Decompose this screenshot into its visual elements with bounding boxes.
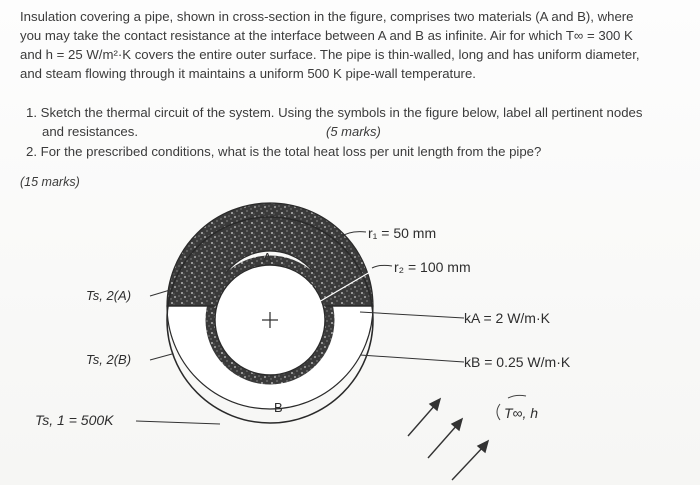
r2-leader (372, 265, 392, 268)
ka-leader (360, 312, 464, 318)
r2-label: r₂ = 100 mm (394, 259, 471, 275)
question-2-marks: (15 marks) (20, 175, 80, 189)
ts1-label: Ts, 1 = 500K (35, 412, 114, 428)
intro-line-4: and steam flowing through it maintains a uniform 500 K pipe-wall temperature. (20, 66, 476, 81)
kb-label: kB = 0.25 W/m·K (464, 354, 571, 370)
air-brace (497, 404, 500, 420)
question-2: 2. For the prescribed conditions, what is the total heat loss per unit length from the pipe? (26, 144, 542, 159)
material-a-label: A (263, 250, 272, 265)
kb-leader (360, 355, 464, 362)
air-condition-label: T∞, h (504, 405, 539, 421)
intro-line-3: and h = 25 W/m²·K covers the entire outer surface. The pipe is thin-walled, long and has uniform diameter, (20, 47, 640, 62)
question-1-marks: (5 marks) (326, 124, 381, 139)
question-1: 1. Sketch the thermal circuit of the system. Using the symbols in the figure below, label all pertinent nodes (26, 105, 643, 120)
intro-line-1: Insulation covering a pipe, shown in cross-section in the figure, comprises two materials (A and B), where (20, 9, 634, 24)
intro-line-2: you may take the contact resistance at the interface between A and B as infinite. Air for which T∞ = 300 K (20, 28, 633, 43)
ts2b-leader (150, 354, 172, 360)
material-b-label: B (274, 400, 283, 415)
ts2b-label: Ts, 2(B) (86, 352, 132, 367)
air-flow-arrows (408, 399, 488, 480)
ts2a-label: Ts, 2(A) (86, 288, 132, 303)
r1-label: r₁ = 50 mm (368, 225, 437, 241)
ka-label: kA = 2 W/m·K (464, 310, 550, 326)
ts1-leader (136, 421, 220, 424)
question-1-cont: and resistances. (42, 124, 139, 139)
air-arc (508, 395, 526, 398)
